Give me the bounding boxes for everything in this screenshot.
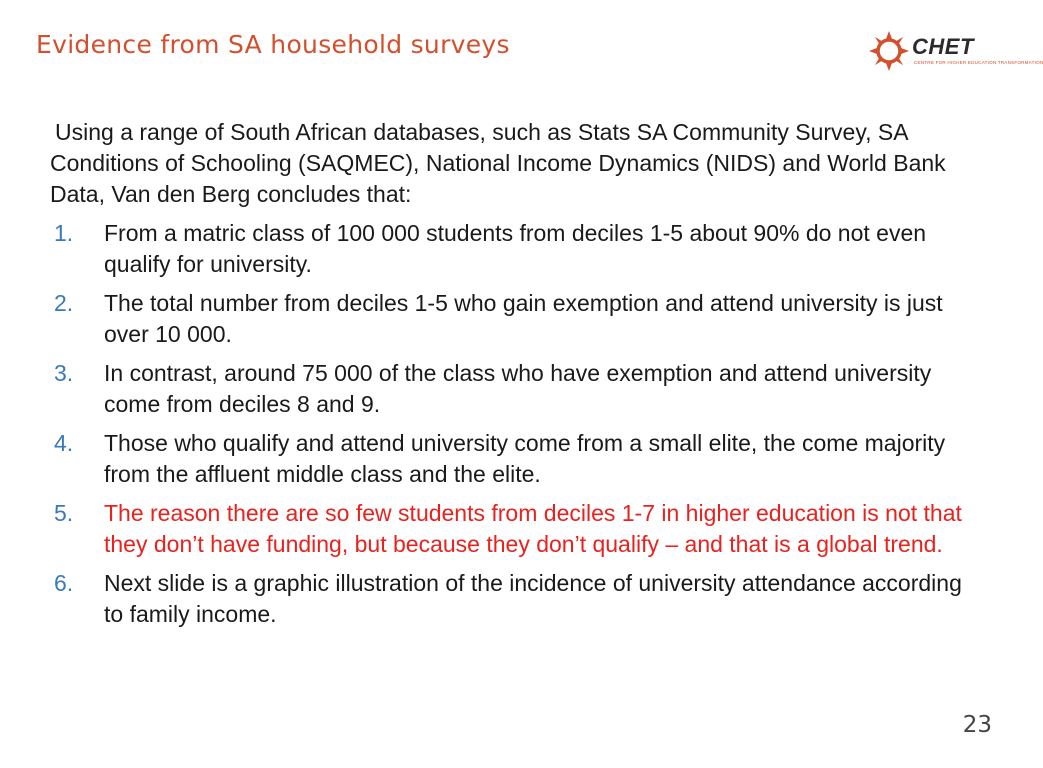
list-item-number: 5. (54, 500, 74, 526)
intro-paragraph: Using a range of South African databases, such as Stats SA Community Survey, SA Conditions of Schooling (SAQMEC), National Income Dynamics (NIDS) and World Bank Data, Van den Berg concludes that: (50, 119, 946, 207)
list-item-text: From a matric class of 100 000 students from deciles 1-5 about 90% do not even qualify for university. (104, 220, 927, 277)
logo-name: CHET (912, 34, 974, 59)
list-item-text: In contrast, around 75 000 of the class who have exemption and attend university come from deciles 8 and 9. (104, 360, 932, 417)
list-item (50, 288, 970, 350)
slide-title: Evidence from SA household surveys (36, 30, 510, 59)
slide-body (50, 117, 970, 638)
list-item-text: Those who qualify and attend university come from a small elite, the come majority from the affluent middle class and the elite. (104, 430, 946, 487)
list-item-number: 1. (54, 220, 74, 246)
chet-logo (868, 28, 1043, 74)
list-item (50, 218, 970, 280)
list-item (50, 568, 970, 630)
list-item (50, 358, 970, 420)
logo-tagline: CENTRE FOR HIGHER EDUCATION TRANSFORMATION (914, 60, 1043, 65)
list-item-text: Next slide is a graphic illustration of the incidence of university attendance according to family income. (104, 570, 962, 627)
list-item-number: 4. (54, 430, 74, 456)
sun-gear-icon (868, 30, 910, 72)
list-item-number: 2. (54, 290, 74, 316)
page-number: 23 (962, 712, 992, 738)
list-item-number: 3. (54, 360, 74, 386)
list-item (50, 428, 970, 490)
list-item-text-highlighted: The reason there are so few students from deciles 1-7 in higher education is not that they don’t have funding, but because they don’t qualify – and that is a global trend. (104, 500, 962, 557)
findings-list (50, 218, 970, 630)
list-item-number: 6. (54, 570, 74, 596)
list-item-highlighted (50, 498, 970, 560)
list-item-text: The total number from deciles 1-5 who gain exemption and attend university is just over 10 000. (104, 290, 943, 347)
